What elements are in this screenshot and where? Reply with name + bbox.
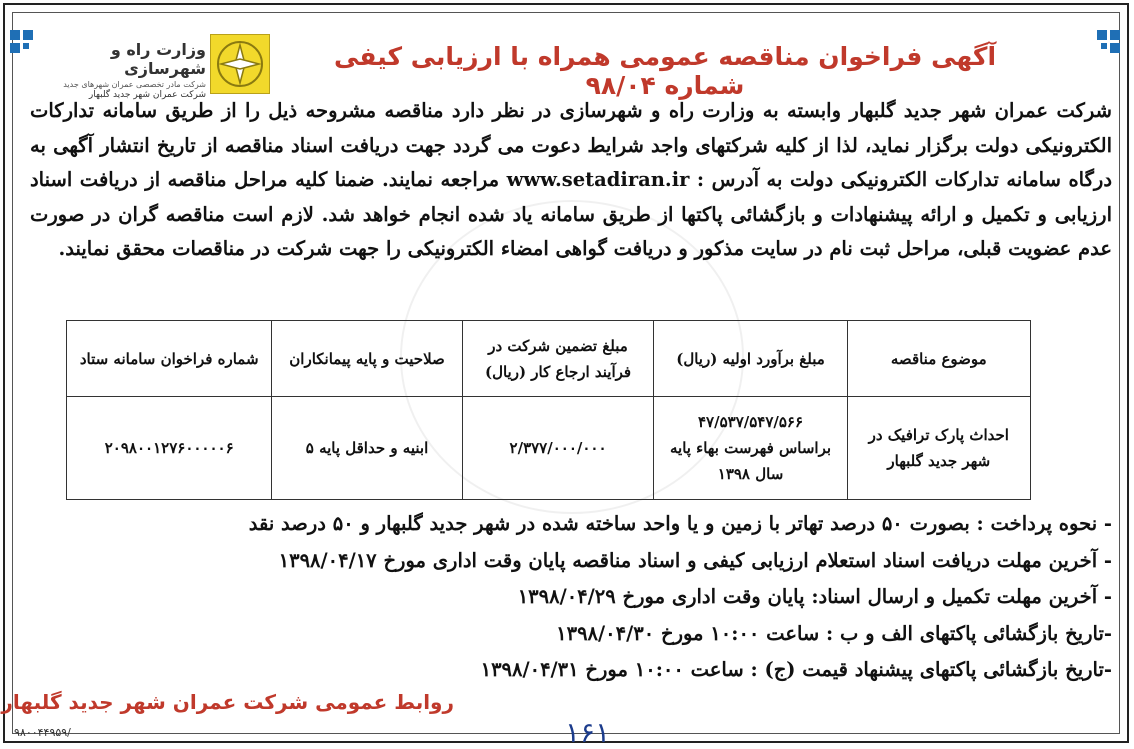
- cell-estimate-note: براساس فهرست بهاء پایه سال ۱۳۹۸: [669, 439, 832, 483]
- header-subject: موضوع مناقصه: [847, 321, 1030, 397]
- list-item: - نحوه پرداخت : بصورت ۵۰ درصد تهاتر با زمین و یا واحد ساخته شده در شهر جدید گلبهار و ۵۰ درصد نقد: [248, 512, 1112, 535]
- list-item: -تاریخ بازگشائی پاکتهای پیشنهاد قیمت (ج) : ساعت ۱۰:۰۰ مورخ ۱۳۹۸/۰۴/۳۱: [480, 658, 1112, 681]
- notice-body: شرکت عمران شهر جدید گلبهار وابسته به وزارت راه و شهرسازی در نظر دارد مناقصه مشروحه ذیل را از طریق سامانه تدارکات الکترونیکی دولت برگزار نماید، لذا از کلیه شرکتهای واجد شرایط دعوت می گردد جهت دریافت اسناد مناقصه از تاریخ انتشار آگهی به درگاه سامانه تدارکات الکترونیکی دولت به آدرس : www.setadiran.ir مراجعه نمایند. ضمنا کلیه مراحل مناقصه از دریافت اسناد ارزیابی و تکمیل و ارائه پیشنهادات و بازگشائی پاکتها از طریق سامانه یاد شده انجام خواهد شد. لازم است مناقصه گران در صورت عدم عضویت قبلی، مراحل ثبت نام در سایت مذکور و دریافت گواهی امضاء الکترونیکی را جهت شرکت در مناقصات محقق نمایند.: [30, 99, 1113, 260]
- cell-setad-number: ۲۰۹۸۰۰۱۲۷۶۰۰۰۰۰۶: [67, 397, 272, 500]
- company-name: شرکت عمران شهر جدید گلبهار: [88, 90, 206, 100]
- list-item: -تاریخ بازگشائی پاکتهای الف و ب : ساعت ۱۰:۰۰ مورخ ۱۳۹۸/۰۴/۳۰: [556, 621, 1112, 645]
- corner-ornament-left: [10, 30, 44, 60]
- cell-subject: احداث پارک ترافیک در شهر جدید گلبهار: [847, 397, 1030, 500]
- table-header-row: [67, 321, 1031, 397]
- ministry-subtitle: شرکت مادر تخصصی عمران شهرهای جدید: [63, 80, 206, 89]
- cell-qualification: ابنیه و حداقل پایه ۵: [272, 397, 462, 500]
- ministry-emblem-icon: [210, 34, 270, 94]
- table-row: [67, 397, 1031, 500]
- list-item: - آخرین مهلت تکمیل و ارسال اسناد: پایان وقت اداری مورخ ۱۳۹۸/۰۴/۲۹: [517, 585, 1112, 608]
- handwritten-number: ۱۶۱: [565, 716, 611, 749]
- header-guarantee: مبلغ تضمین شرکت در فرآیند ارجاع کار (ریال): [462, 321, 654, 397]
- cell-guarantee: ۲/۳۷۷/۰۰۰/۰۰۰: [462, 397, 654, 500]
- tender-table: [66, 320, 1031, 500]
- header-estimate: مبلغ برآورد اولیه (ریال): [654, 321, 847, 397]
- cell-estimate-value: ۴۷/۵۳۷/۵۴۷/۵۶۶: [697, 413, 804, 431]
- header-qualification: صلاحیت و پایه پیمانکاران: [272, 321, 462, 397]
- notice-title: آگهی فراخوان مناقصه عمومی همراه با ارزیابی کیفی شماره ۹۸/۰۴: [333, 42, 997, 100]
- header-setad-number: شماره فراخوان سامانه ستاد: [67, 321, 272, 397]
- signature: روابط عمومی شرکت عمران شهر جدید گلبهار: [1, 690, 454, 714]
- list-item: - آخرین مهلت دریافت اسناد استعلام ارزیابی کیفی و اسناد مناقصه پایان وقت اداری مورخ ۱۳۹۸/۰۴/۱۷: [278, 548, 1112, 572]
- ministry-name: وزارت راه و شهرسازی: [110, 40, 206, 78]
- ministry-logo: [60, 34, 270, 100]
- cell-estimate: [654, 397, 847, 500]
- conditions-list: [110, 506, 1112, 689]
- corner-ornament-right: [1086, 30, 1120, 60]
- notice-code: ۹۸۰۰۴۴۹۵۹/: [14, 726, 71, 739]
